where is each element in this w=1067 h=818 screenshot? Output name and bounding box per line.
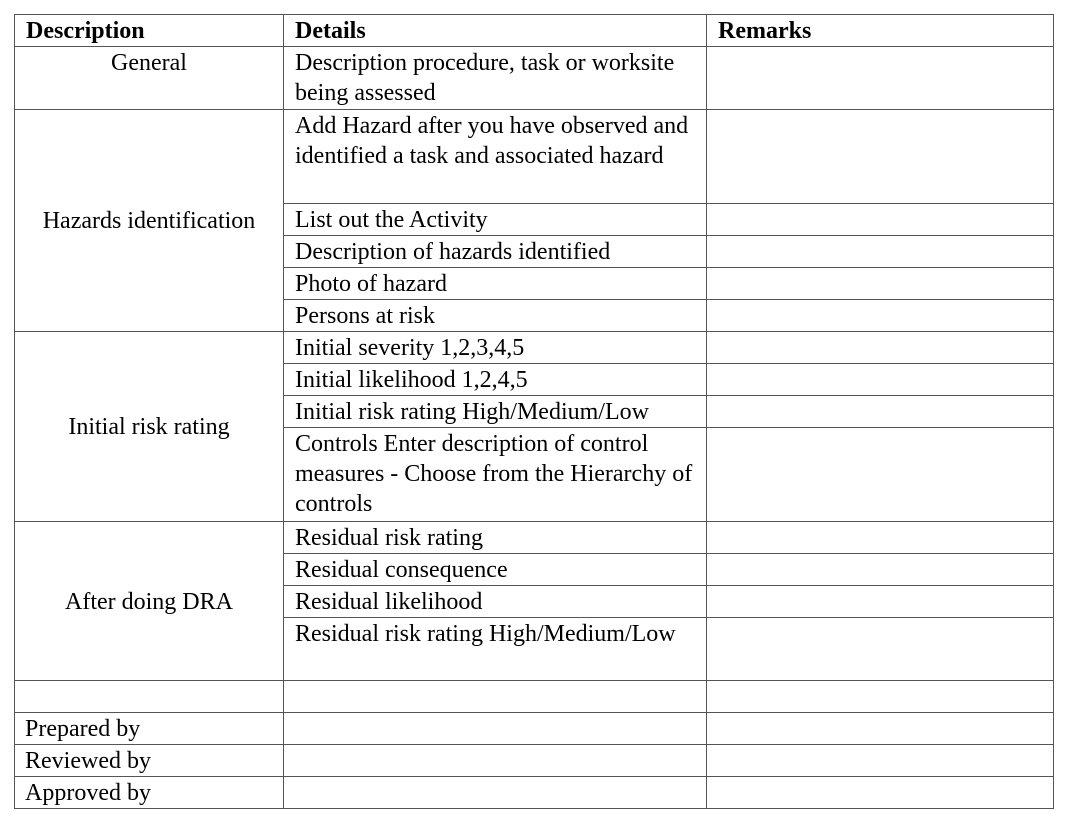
header-remarks: Remarks — [707, 15, 1054, 47]
remarks-cell[interactable] — [707, 204, 1054, 236]
table-row — [15, 522, 1054, 554]
reviewed-by-remarks-cell[interactable] — [707, 745, 1054, 777]
empty-cell[interactable] — [15, 681, 284, 713]
remarks-cell[interactable] — [707, 268, 1054, 300]
dra-assessment-table — [14, 14, 1054, 809]
table-row — [15, 47, 1054, 110]
table-row — [15, 110, 1054, 204]
header-row — [15, 15, 1054, 47]
header-details: Details — [284, 15, 707, 47]
remarks-cell[interactable] — [707, 47, 1054, 110]
remarks-cell[interactable] — [707, 396, 1054, 428]
detail-cell: Controls Enter description of control measures - Choose from the Hierarchy of controls — [284, 428, 707, 522]
remarks-cell[interactable] — [707, 364, 1054, 396]
header-description: Description — [15, 15, 284, 47]
detail-cell: Residual likelihood — [284, 586, 707, 618]
detail-cell: Description of hazards identified — [284, 236, 707, 268]
remarks-cell[interactable] — [707, 236, 1054, 268]
signoff-row-prepared — [15, 713, 1054, 745]
approved-by-details-cell[interactable] — [284, 777, 707, 809]
detail-cell: List out the Activity — [284, 204, 707, 236]
empty-row — [15, 681, 1054, 713]
empty-cell[interactable] — [284, 681, 707, 713]
table-row — [15, 332, 1054, 364]
remarks-cell[interactable] — [707, 586, 1054, 618]
signoff-row-approved — [15, 777, 1054, 809]
remarks-cell[interactable] — [707, 522, 1054, 554]
section-label-initial-risk: Initial risk rating — [15, 332, 284, 522]
detail-cell: Initial likelihood 1,2,4,5 — [284, 364, 707, 396]
detail-cell: Initial severity 1,2,3,4,5 — [284, 332, 707, 364]
detail-cell: Residual consequence — [284, 554, 707, 586]
detail-cell: Photo of hazard — [284, 268, 707, 300]
empty-cell[interactable] — [707, 681, 1054, 713]
remarks-cell[interactable] — [707, 332, 1054, 364]
section-label-hazards: Hazards identification — [15, 110, 284, 332]
remarks-cell[interactable] — [707, 428, 1054, 522]
detail-cell: Initial risk rating High/Medium/Low — [284, 396, 707, 428]
reviewed-by-details-cell[interactable] — [284, 745, 707, 777]
prepared-by-details-cell[interactable] — [284, 713, 707, 745]
detail-cell: Residual risk rating — [284, 522, 707, 554]
detail-cell: Add Hazard after you have observed and identified a task and associated hazard — [284, 110, 707, 204]
remarks-cell[interactable] — [707, 554, 1054, 586]
prepared-by-remarks-cell[interactable] — [707, 713, 1054, 745]
detail-cell: Residual risk rating High/Medium/Low — [284, 618, 707, 681]
detail-cell: Persons at risk — [284, 300, 707, 332]
remarks-cell[interactable] — [707, 110, 1054, 204]
remarks-cell[interactable] — [707, 618, 1054, 681]
prepared-by-label: Prepared by — [15, 713, 284, 745]
approved-by-label: Approved by — [15, 777, 284, 809]
section-label-general: General — [15, 47, 284, 110]
detail-cell: Description procedure, task or worksite being assessed — [284, 47, 707, 110]
approved-by-remarks-cell[interactable] — [707, 777, 1054, 809]
remarks-cell[interactable] — [707, 300, 1054, 332]
reviewed-by-label: Reviewed by — [15, 745, 284, 777]
section-label-after-dra: After doing DRA — [15, 522, 284, 681]
signoff-row-reviewed — [15, 745, 1054, 777]
